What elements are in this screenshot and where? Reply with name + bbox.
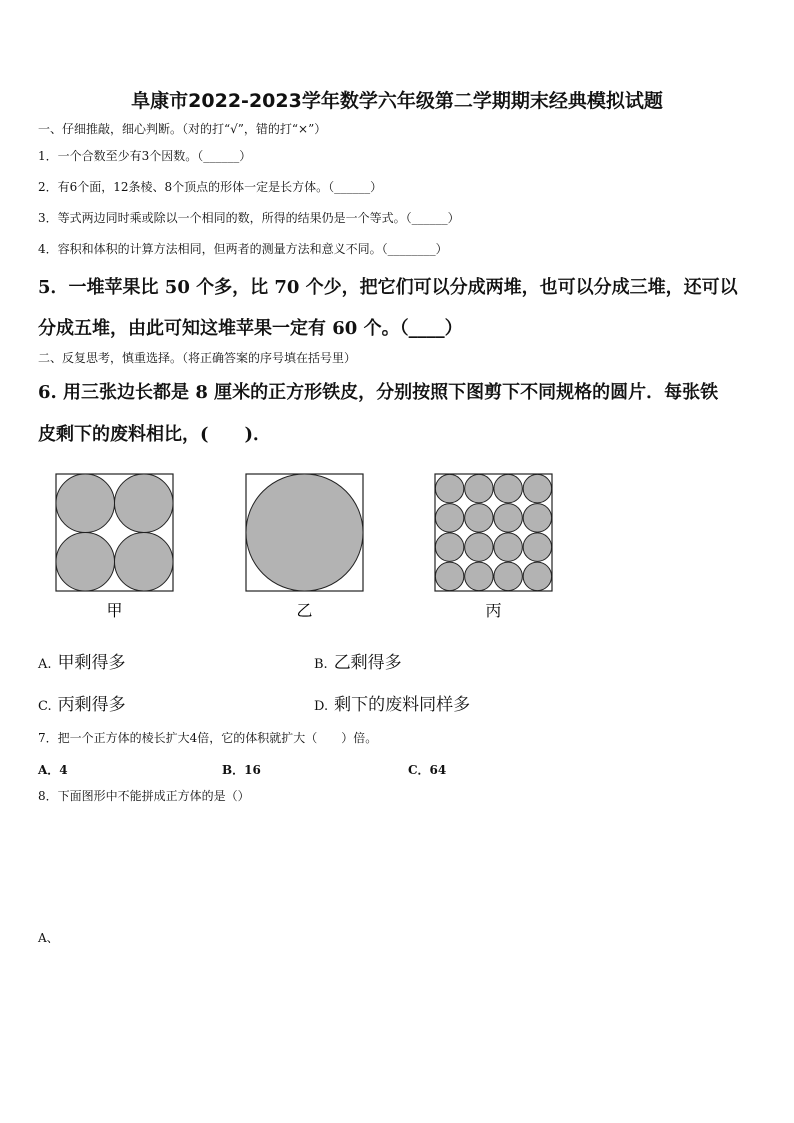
question-8: 8．下面图形中不能拼成正方体的是（）: [38, 789, 250, 803]
question-4: 4．容积和体积的计算方法相同，但两者的测量方法和意义不同。（________）: [38, 242, 448, 256]
option-c-letter: C.: [38, 699, 52, 714]
small-circle: [523, 504, 551, 532]
small-circle: [465, 504, 493, 532]
question-2: 2．有6个面，12条棱、8个顶点的形体一定是长方体。（______）: [38, 180, 383, 194]
small-circle: [435, 562, 463, 590]
option-b[interactable]: [314, 648, 402, 673]
small-circle: [494, 562, 522, 590]
option-a-letter: A.: [38, 657, 52, 672]
option-c[interactable]: [38, 690, 126, 715]
option-a[interactable]: [38, 648, 126, 673]
q8-option-a[interactable]: A、: [38, 931, 59, 945]
section2-heading: 二、反复思考，慎重选择。（将正确答案的序号填在括号里）: [38, 351, 357, 365]
small-circle: [435, 474, 463, 502]
question-6-line1: 6. 用三张边长都是 8 厘米的正方形铁皮，分别按照下图剪下不同规格的圆片．每张铁: [38, 382, 719, 403]
page-title: 阜康市2022-2023学年数学六年级第二学期期末经典模拟试题: [131, 90, 663, 112]
q7-option-a[interactable]: A．4: [38, 763, 68, 777]
small-circle: [435, 504, 463, 532]
option-a-text: 甲剩得多: [57, 653, 126, 673]
section1-heading: 一、仔细推敲，细心判断。（对的打“√”，错的打“×”）: [38, 122, 327, 136]
small-circle: [494, 474, 522, 502]
figure-jia: [56, 474, 173, 591]
option-d-text: 剩下的废料同样多: [334, 695, 471, 715]
small-circle: [523, 533, 551, 561]
circle-cut-figures: [0, 470, 794, 630]
small-circle: [494, 533, 522, 561]
small-circle: [465, 474, 493, 502]
q7-option-b[interactable]: B．16: [222, 763, 261, 777]
figure-label-yi: 乙: [296, 601, 313, 620]
option-d[interactable]: [314, 690, 470, 715]
small-circle: [465, 562, 493, 590]
figure-yi: [246, 474, 363, 591]
small-circle: [494, 504, 522, 532]
figure-label-bing: 丙: [485, 601, 502, 620]
q7-option-c[interactable]: C．64: [408, 763, 447, 777]
small-circle: [465, 533, 493, 561]
small-circle: [435, 533, 463, 561]
question-5-line2: 分成五堆，由此可知这堆苹果一定有 60 个。（____）: [38, 318, 463, 339]
question-1: 1．一个合数至少有3个因数。（______）: [38, 149, 252, 163]
option-b-letter: B.: [314, 657, 328, 672]
question-7: 7．把一个正方体的棱长扩大4倍，它的体积就扩大（ ）倍。: [38, 731, 378, 745]
figure-bing: [435, 474, 552, 591]
option-c-text: 丙剩得多: [57, 695, 126, 715]
figure-label-jia: 甲: [106, 601, 123, 620]
question-5-line1: 5．一堆苹果比 50 个多，比 70 个少，把它们可以分成两堆，也可以分成三堆，还可以: [38, 277, 738, 298]
option-d-letter: D.: [314, 699, 329, 714]
question-6-line2: 皮剩下的废料相比，( )．: [38, 424, 272, 445]
question-3: 3．等式两边同时乘或除以一个相同的数，所得的结果仍是一个等式。（______）: [38, 211, 460, 225]
small-circle: [523, 562, 551, 590]
option-b-text: 乙剩得多: [333, 653, 402, 673]
small-circle: [523, 474, 551, 502]
